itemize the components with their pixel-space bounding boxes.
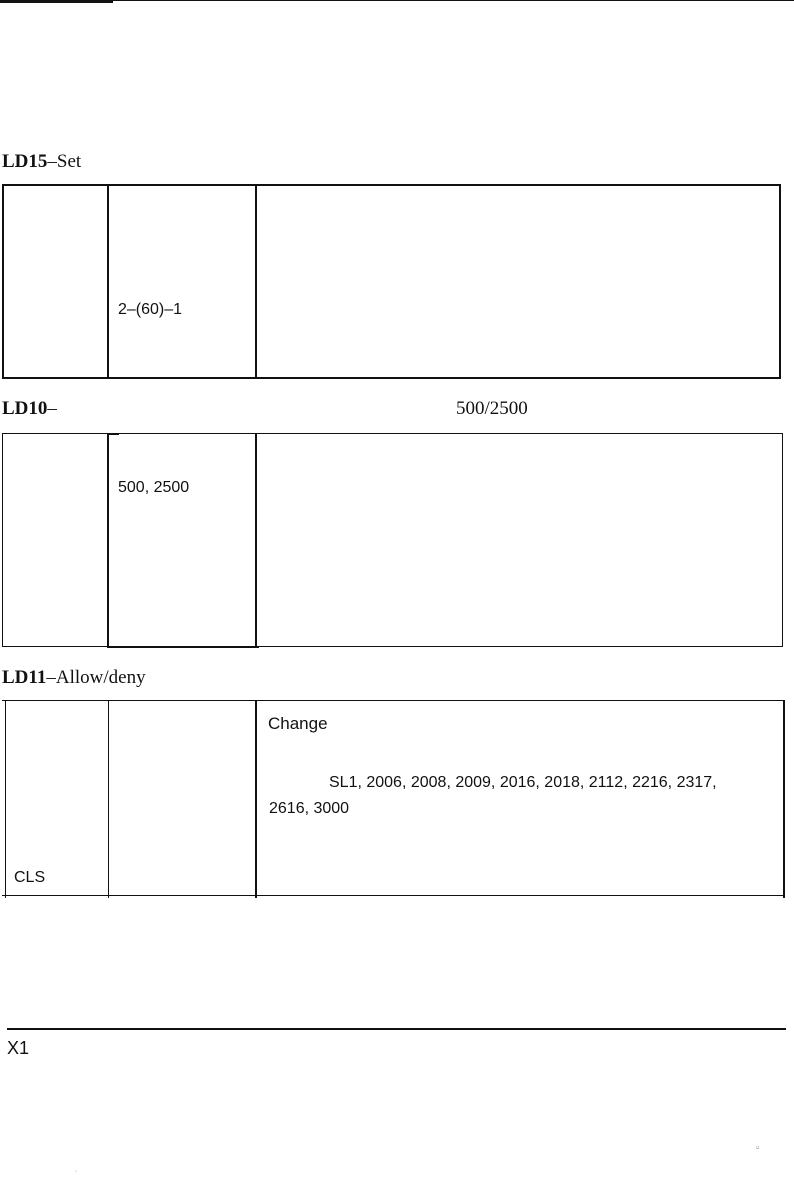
table-top-border bbox=[2, 433, 783, 434]
table-column-tick bbox=[107, 433, 119, 435]
footer-rule bbox=[7, 1028, 786, 1030]
table-cell-models: 500, 2500 bbox=[118, 479, 190, 496]
table-column-divider bbox=[107, 433, 109, 647]
table-cell-model-list-cont: 2616, 3000 bbox=[269, 800, 350, 817]
scan-artifact: ˙ bbox=[75, 1170, 79, 1181]
section-title-ld11 bbox=[2, 667, 146, 689]
table-column-divider bbox=[255, 700, 257, 898]
table-bottom-border bbox=[2, 377, 781, 379]
table-column-divider bbox=[255, 433, 257, 647]
section-description: Set bbox=[56, 151, 82, 172]
section-title-ld10 bbox=[2, 398, 57, 420]
header-rule-thick bbox=[0, 0, 113, 3]
section-dash: – bbox=[47, 151, 57, 172]
section-description: Allow/deny bbox=[55, 667, 146, 688]
table-column-divider bbox=[255, 184, 257, 379]
table-bottom-border bbox=[2, 895, 785, 896]
table-cell-cls: CLS bbox=[14, 869, 46, 886]
table-column-divider bbox=[107, 184, 109, 379]
table-right-border bbox=[782, 433, 783, 647]
table-top-border bbox=[2, 184, 781, 186]
table-column-divider bbox=[108, 700, 109, 898]
table-column-underline bbox=[107, 646, 259, 648]
section-code: LD10 bbox=[2, 398, 48, 419]
header-rule-thin bbox=[113, 0, 794, 1]
table-top-border bbox=[2, 700, 783, 701]
page-label: X1 bbox=[7, 1038, 30, 1058]
table-cell-model-list: SL1, 2006, 2008, 2009, 2016, 2018, 2112, 2216, 2317, bbox=[329, 774, 717, 791]
section-dash: – bbox=[47, 398, 57, 419]
table-right-border bbox=[779, 184, 781, 379]
table-left-border bbox=[2, 433, 3, 647]
table-left-border bbox=[2, 184, 4, 379]
table-left-border bbox=[5, 700, 6, 898]
table-right-border bbox=[783, 700, 785, 898]
section-title-right: 500/2500 bbox=[456, 398, 528, 419]
section-code: LD11 bbox=[2, 667, 47, 688]
section-dash: – bbox=[46, 667, 56, 688]
scan-artifact: ⸚ bbox=[756, 1143, 760, 1154]
table-cell-range: 2–(60)–1 bbox=[118, 301, 183, 318]
section-title-ld15 bbox=[2, 151, 81, 173]
table-cell-change: Change bbox=[268, 714, 328, 733]
section-code: LD15 bbox=[2, 151, 48, 172]
